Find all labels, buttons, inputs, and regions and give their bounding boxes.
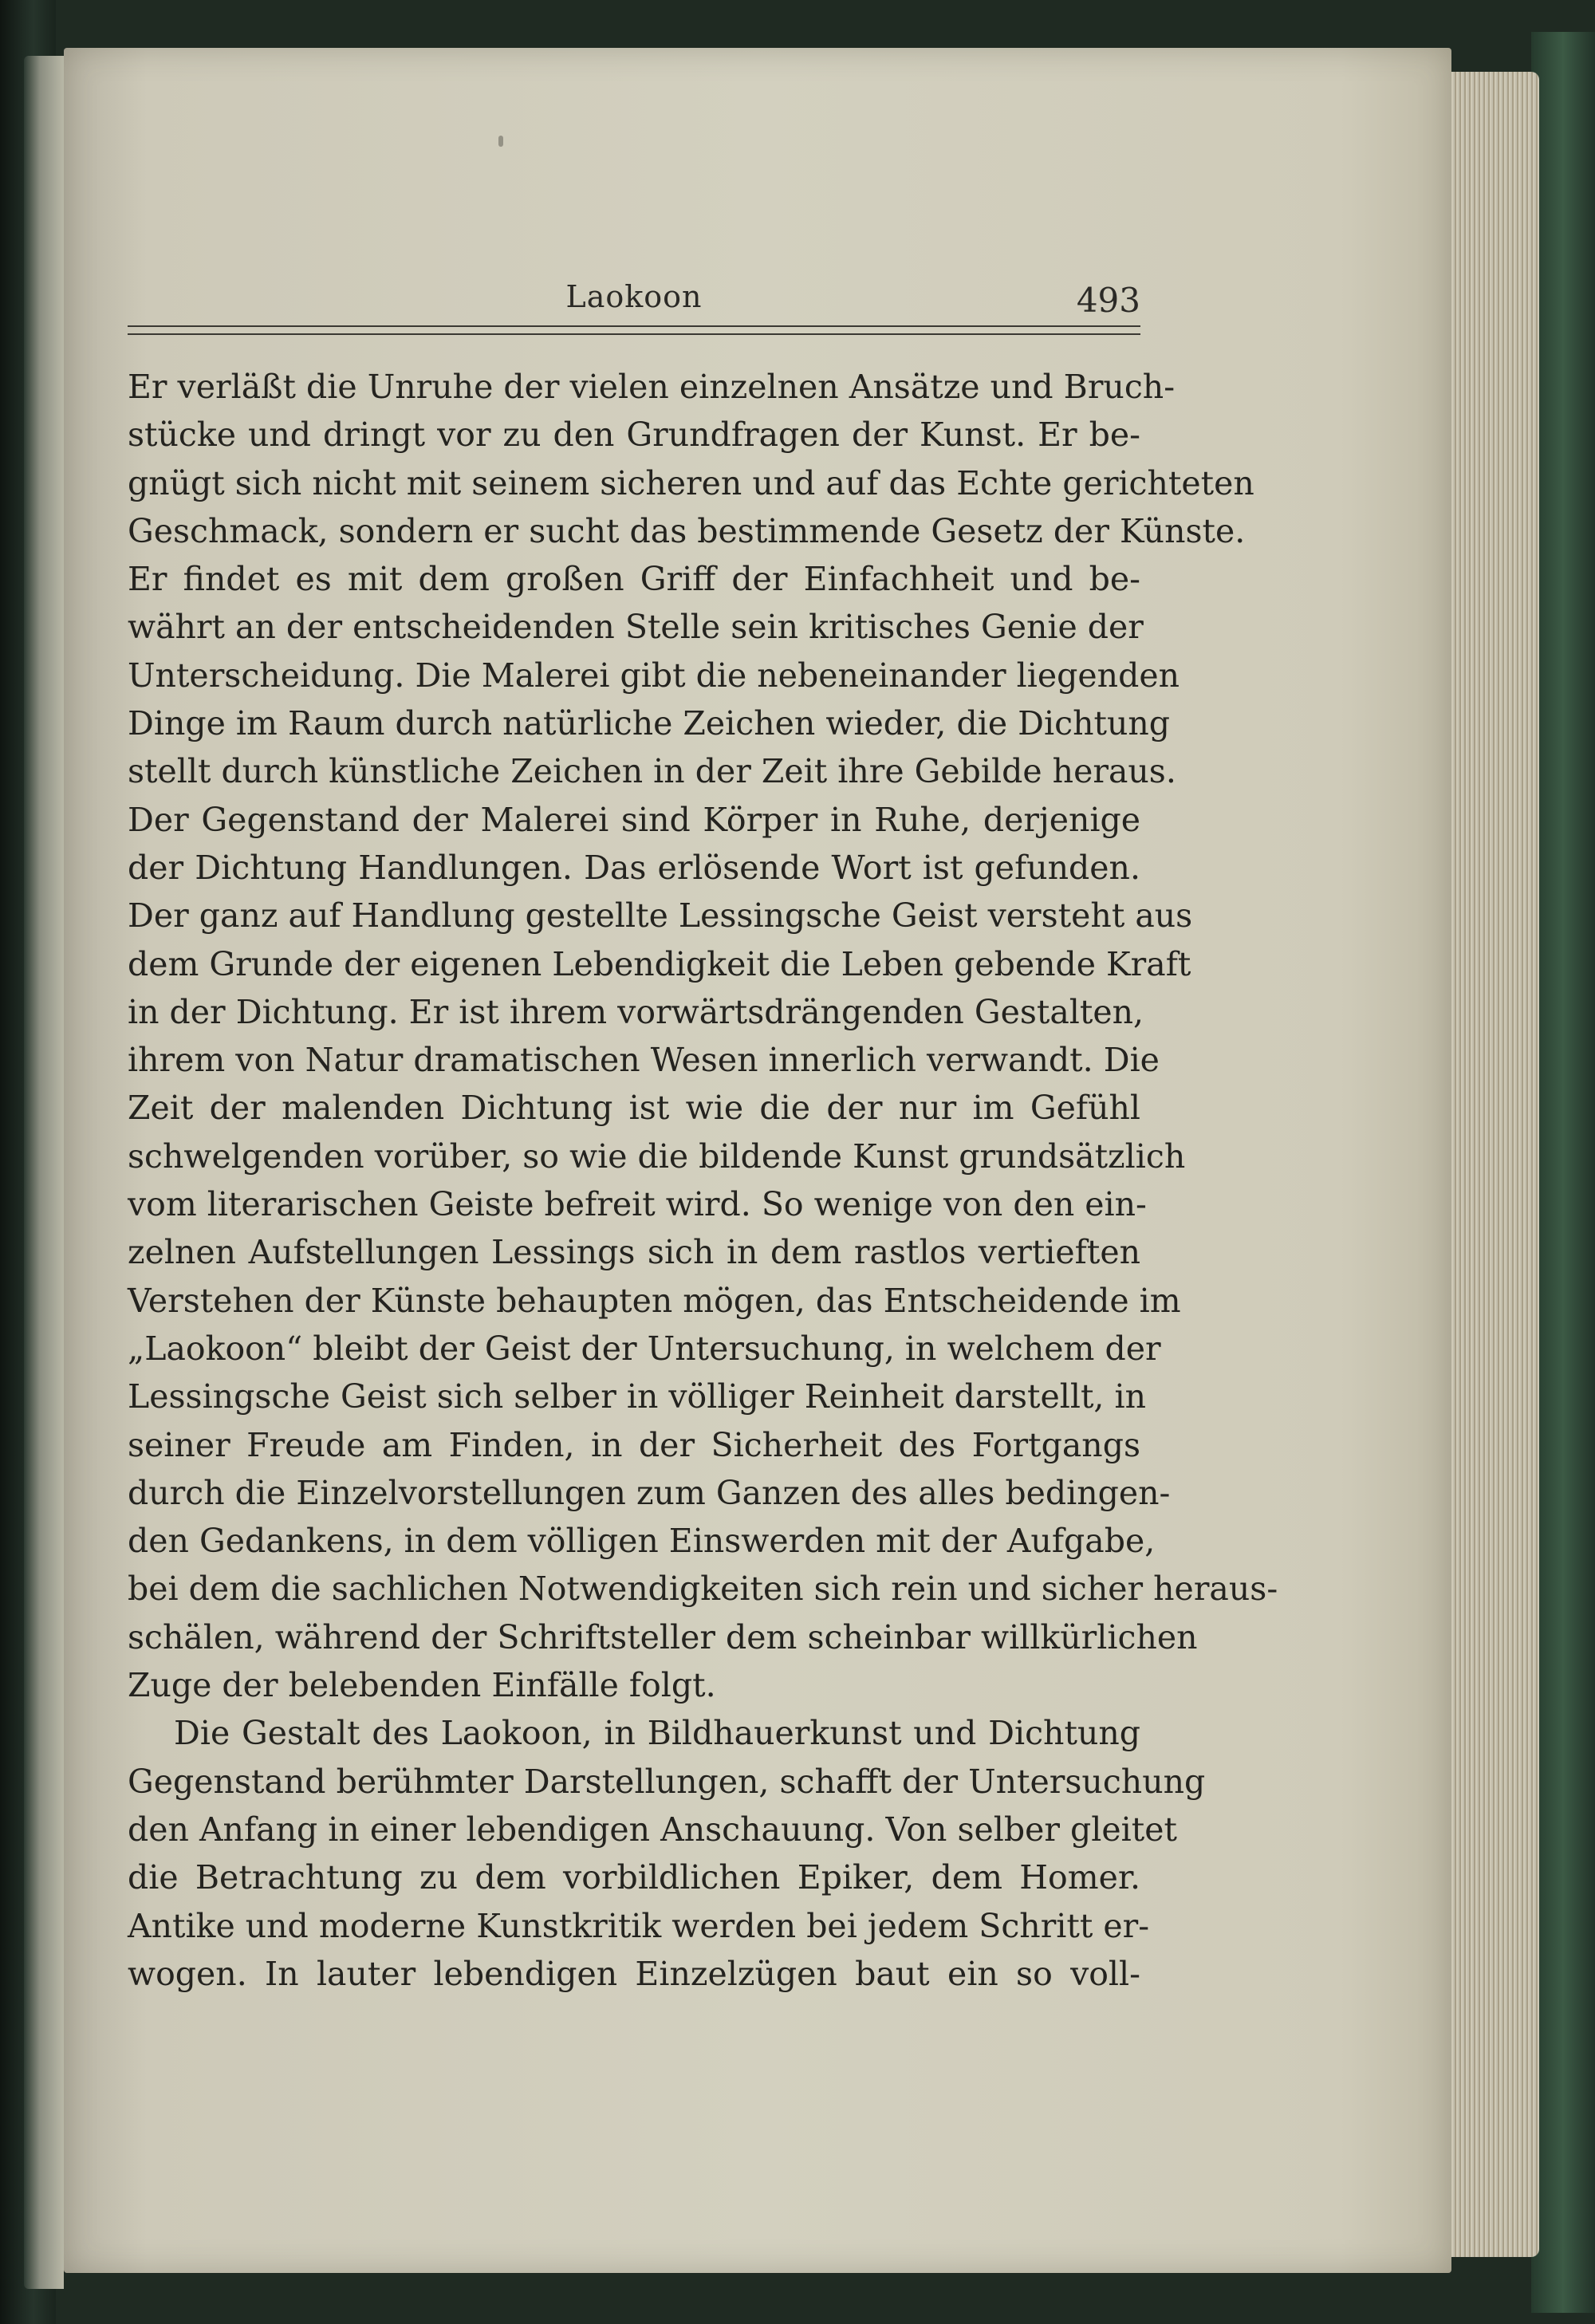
paper-spot: [498, 136, 503, 147]
text-line: dem Grunde der eigenen Lebendigkeit die Leben gebende Kraft: [128, 944, 1191, 983]
text-line: zelnen Aufstellungen Lessings sich in dem rastlos vertieften: [128, 1233, 1140, 1272]
text-line: Die Gestalt des Laokoon, in Bildhauerkunst und Dichtung: [174, 1714, 1140, 1753]
text-line: Geschmack, sondern er sucht das bestimmende Gesetz der Künste.: [128, 511, 1246, 550]
text-line: vom literarischen Geiste befreit wird. So wenige von den ein-: [128, 1185, 1147, 1224]
text-line: Antike und moderne Kunstkritik werden bei jedem Schritt er-: [128, 1906, 1150, 1945]
book-cover-right: [1531, 32, 1595, 2313]
text-line: der Dichtung Handlungen. Das erlösende Wort ist gefunden.: [128, 848, 1140, 887]
running-head: [128, 279, 1140, 335]
text-line: Lessingsche Geist sich selber in völliger Reinheit darstellt, in: [128, 1377, 1147, 1416]
running-title: Laokoon: [565, 279, 703, 314]
text-line: Verstehen der Künste behaupten mögen, das Entscheidende im: [128, 1281, 1181, 1320]
text-line: Gegenstand berühmter Darstellungen, schafft der Untersuchung: [128, 1762, 1206, 1801]
text-line: Der ganz auf Handlung gestellte Lessingsche Geist versteht aus: [128, 896, 1193, 936]
body-text: [128, 363, 1278, 1998]
header-double-rule: [128, 325, 1140, 335]
text-line: wogen. In lauter lebendigen Einzelzügen baut ein so voll-: [128, 1954, 1140, 1993]
text-line: Der Gegenstand der Malerei sind Körper in Ruhe, derjenige: [128, 800, 1140, 839]
text-line: „Laokoon“ bleibt der Geist der Untersuchung, in welchem der: [128, 1329, 1161, 1368]
page-number: 493: [1076, 281, 1140, 320]
text-line: den Gedankens, in dem völligen Einswerden mit der Aufgabe,: [128, 1522, 1156, 1561]
text-line: Unterscheidung. Die Malerei gibt die nebeneinander liegenden: [128, 656, 1180, 695]
text-line: die Betrachtung zu dem vorbildlichen Epiker, dem Homer.: [128, 1858, 1140, 1897]
text-line: Zuge der belebenden Einfälle folgt.: [128, 1666, 716, 1705]
text-line: seiner Freude am Finden, in der Sicherheit des Fortgangs: [128, 1425, 1140, 1464]
text-line: Er verläßt die Unruhe der vielen einzelnen Ansätze und Bruch-: [128, 368, 1176, 406]
text-line: stücke und dringt vor zu den Grundfragen der Kunst. Er be-: [128, 416, 1140, 455]
text-line: in der Dichtung. Er ist ihrem vorwärtsdrängenden Gestalten,: [128, 992, 1144, 1031]
text-line: stellt durch künstliche Zeichen in der Zeit ihre Gebilde heraus.: [128, 752, 1176, 791]
text-line: Dinge im Raum durch natürliche Zeichen wieder, die Dichtung: [128, 704, 1171, 743]
facing-page-edge: [24, 56, 64, 2289]
text-line: Zeit der malenden Dichtung ist wie die der nur im Gefühl: [128, 1089, 1140, 1128]
text-line: ihrem von Natur dramatischen Wesen innerlich verwandt. Die: [128, 1041, 1160, 1080]
text-line: schwelgenden vorüber, so wie die bildende Kunst grundsätzlich: [128, 1136, 1186, 1176]
text-line: gnügt sich nicht mit seinem sicheren und auf das Echte gerichteten: [128, 463, 1254, 502]
text-line: währt an der entscheidenden Stelle sein kritisches Genie der: [128, 608, 1144, 647]
text-line: den Anfang in einer lebendigen Anschauung. Von selber gleitet: [128, 1810, 1177, 1849]
text-line: bei dem die sachlichen Notwendigkeiten sich rein und sicher heraus-: [128, 1570, 1278, 1609]
text-line: schälen, während der Schriftsteller dem scheinbar willkürlichen: [128, 1617, 1198, 1656]
text-line: durch die Einzelvorstellungen zum Ganzen des alles bedingen-: [128, 1473, 1171, 1512]
text-line: Er findet es mit dem großen Griff der Einfachheit und be-: [128, 560, 1140, 599]
